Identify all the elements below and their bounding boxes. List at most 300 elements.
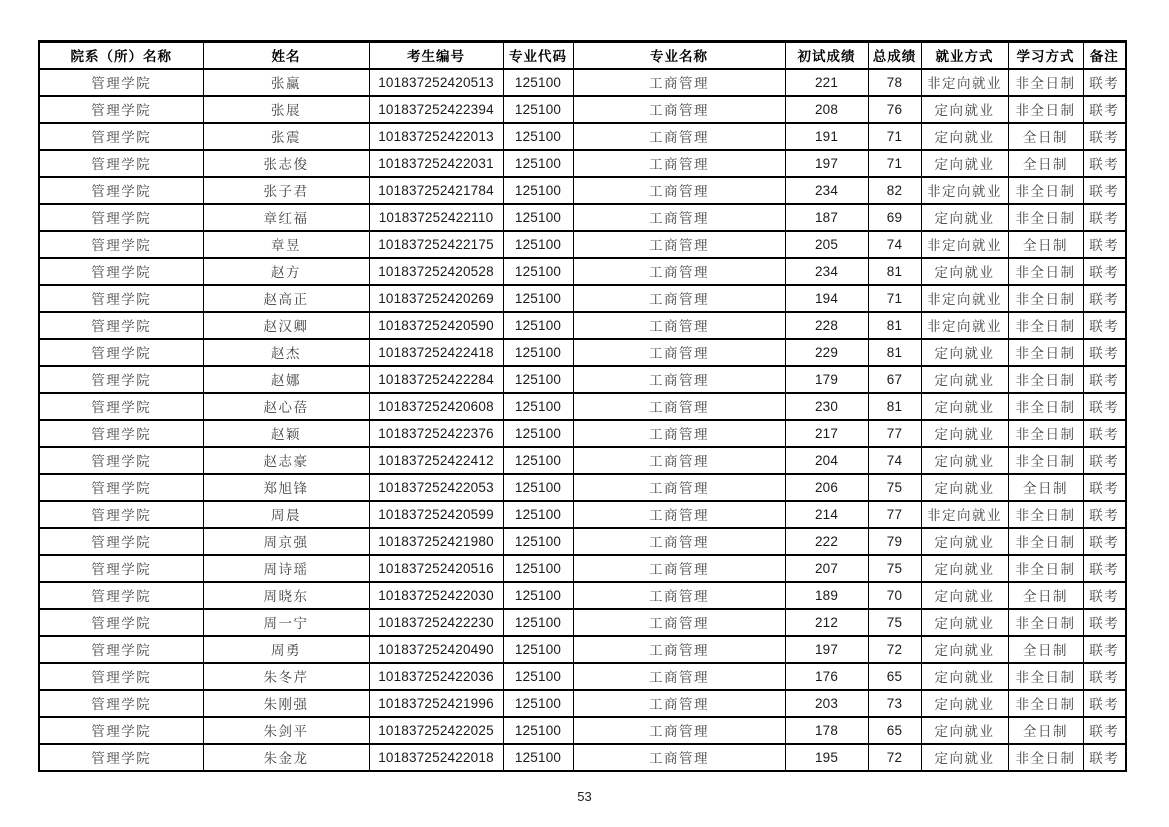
cell-employment-type: 定向就业 (921, 258, 1008, 285)
cell-initial-score: 197 (785, 636, 868, 663)
cell-candidate-id: 101837252420516 (369, 555, 503, 582)
cell-major-code: 125100 (503, 69, 573, 96)
cell-initial-score: 217 (785, 420, 868, 447)
cell-major-code: 125100 (503, 123, 573, 150)
header-study-mode: 学习方式 (1008, 42, 1083, 69)
cell-name: 周一宁 (203, 609, 369, 636)
cell-candidate-id: 101837252420528 (369, 258, 503, 285)
cell-total-score: 71 (868, 123, 921, 150)
cell-candidate-id: 101837252420490 (369, 636, 503, 663)
cell-major-code: 125100 (503, 177, 573, 204)
cell-remark: 联考 (1083, 528, 1126, 555)
cell-candidate-id: 101837252422394 (369, 96, 503, 123)
cell-name: 赵汉卿 (203, 312, 369, 339)
cell-department: 管理学院 (39, 339, 203, 366)
cell-remark: 联考 (1083, 609, 1126, 636)
cell-remark: 联考 (1083, 582, 1126, 609)
cell-candidate-id: 101837252422018 (369, 744, 503, 771)
cell-initial-score: 234 (785, 177, 868, 204)
table-row (39, 582, 1126, 609)
cell-total-score: 81 (868, 258, 921, 285)
cell-major-name: 工商管理 (573, 609, 785, 636)
cell-name: 朱冬芹 (203, 663, 369, 690)
cell-remark: 联考 (1083, 744, 1126, 771)
header-department: 院系（所）名称 (39, 42, 203, 69)
cell-employment-type: 定向就业 (921, 663, 1008, 690)
cell-total-score: 82 (868, 177, 921, 204)
cell-employment-type: 定向就业 (921, 447, 1008, 474)
cell-initial-score: 228 (785, 312, 868, 339)
cell-study-mode: 全日制 (1008, 474, 1083, 501)
cell-study-mode: 全日制 (1008, 582, 1083, 609)
cell-major-name: 工商管理 (573, 123, 785, 150)
cell-employment-type: 定向就业 (921, 744, 1008, 771)
table-row (39, 744, 1126, 771)
cell-department: 管理学院 (39, 717, 203, 744)
cell-major-code: 125100 (503, 258, 573, 285)
cell-major-name: 工商管理 (573, 636, 785, 663)
cell-total-score: 81 (868, 312, 921, 339)
cell-name: 章昱 (203, 231, 369, 258)
cell-name: 赵颖 (203, 420, 369, 447)
cell-candidate-id: 101837252420599 (369, 501, 503, 528)
cell-initial-score: 178 (785, 717, 868, 744)
table-row (39, 717, 1126, 744)
cell-remark: 联考 (1083, 258, 1126, 285)
cell-employment-type: 非定向就业 (921, 231, 1008, 258)
cell-total-score: 73 (868, 690, 921, 717)
cell-study-mode: 非全日制 (1008, 420, 1083, 447)
table-row (39, 366, 1126, 393)
cell-name: 张展 (203, 96, 369, 123)
cell-candidate-id: 101837252422412 (369, 447, 503, 474)
cell-initial-score: 207 (785, 555, 868, 582)
cell-name: 朱刚强 (203, 690, 369, 717)
cell-remark: 联考 (1083, 393, 1126, 420)
table-row (39, 69, 1126, 96)
cell-major-name: 工商管理 (573, 528, 785, 555)
table-row (39, 204, 1126, 231)
cell-initial-score: 222 (785, 528, 868, 555)
cell-remark: 联考 (1083, 366, 1126, 393)
cell-total-score: 77 (868, 420, 921, 447)
cell-study-mode: 非全日制 (1008, 501, 1083, 528)
cell-department: 管理学院 (39, 177, 203, 204)
cell-employment-type: 定向就业 (921, 204, 1008, 231)
cell-total-score: 75 (868, 555, 921, 582)
cell-candidate-id: 101837252422031 (369, 150, 503, 177)
table-row (39, 663, 1126, 690)
cell-study-mode: 非全日制 (1008, 555, 1083, 582)
cell-department: 管理学院 (39, 555, 203, 582)
cell-major-code: 125100 (503, 393, 573, 420)
cell-candidate-id: 101837252422025 (369, 717, 503, 744)
cell-total-score: 65 (868, 717, 921, 744)
cell-major-name: 工商管理 (573, 717, 785, 744)
cell-candidate-id: 101837252422376 (369, 420, 503, 447)
table-row (39, 177, 1126, 204)
cell-employment-type: 定向就业 (921, 717, 1008, 744)
cell-name: 赵方 (203, 258, 369, 285)
table-row (39, 258, 1126, 285)
page-number: 53 (577, 789, 592, 804)
cell-employment-type: 定向就业 (921, 555, 1008, 582)
cell-department: 管理学院 (39, 123, 203, 150)
cell-name: 周勇 (203, 636, 369, 663)
cell-initial-score: 195 (785, 744, 868, 771)
cell-department: 管理学院 (39, 393, 203, 420)
cell-study-mode: 非全日制 (1008, 366, 1083, 393)
cell-total-score: 72 (868, 744, 921, 771)
header-initial-score: 初试成绩 (785, 42, 868, 69)
cell-major-name: 工商管理 (573, 177, 785, 204)
cell-department: 管理学院 (39, 312, 203, 339)
cell-department: 管理学院 (39, 744, 203, 771)
cell-total-score: 74 (868, 231, 921, 258)
cell-total-score: 67 (868, 366, 921, 393)
cell-major-code: 125100 (503, 285, 573, 312)
cell-study-mode: 全日制 (1008, 123, 1083, 150)
cell-department: 管理学院 (39, 663, 203, 690)
cell-major-name: 工商管理 (573, 69, 785, 96)
cell-remark: 联考 (1083, 663, 1126, 690)
cell-major-name: 工商管理 (573, 474, 785, 501)
cell-remark: 联考 (1083, 285, 1126, 312)
cell-major-code: 125100 (503, 744, 573, 771)
cell-remark: 联考 (1083, 69, 1126, 96)
table-row (39, 636, 1126, 663)
table-row (39, 609, 1126, 636)
cell-total-score: 74 (868, 447, 921, 474)
cell-candidate-id: 101837252420590 (369, 312, 503, 339)
cell-initial-score: 212 (785, 609, 868, 636)
cell-study-mode: 非全日制 (1008, 339, 1083, 366)
cell-study-mode: 非全日制 (1008, 69, 1083, 96)
cell-total-score: 79 (868, 528, 921, 555)
cell-department: 管理学院 (39, 96, 203, 123)
cell-initial-score: 221 (785, 69, 868, 96)
table-body (39, 69, 1126, 771)
cell-name: 周京强 (203, 528, 369, 555)
cell-study-mode: 非全日制 (1008, 312, 1083, 339)
cell-name: 赵杰 (203, 339, 369, 366)
cell-study-mode: 非全日制 (1008, 258, 1083, 285)
cell-total-score: 77 (868, 501, 921, 528)
cell-remark: 联考 (1083, 231, 1126, 258)
cell-candidate-id: 101837252422013 (369, 123, 503, 150)
cell-remark: 联考 (1083, 177, 1126, 204)
table-row (39, 393, 1126, 420)
cell-remark: 联考 (1083, 555, 1126, 582)
cell-initial-score: 203 (785, 690, 868, 717)
cell-major-code: 125100 (503, 366, 573, 393)
cell-study-mode: 全日制 (1008, 150, 1083, 177)
cell-study-mode: 全日制 (1008, 636, 1083, 663)
cell-name: 郑旭锋 (203, 474, 369, 501)
header-name: 姓名 (203, 42, 369, 69)
cell-name: 周晓东 (203, 582, 369, 609)
cell-employment-type: 定向就业 (921, 393, 1008, 420)
cell-total-score: 65 (868, 663, 921, 690)
cell-employment-type: 非定向就业 (921, 285, 1008, 312)
cell-remark: 联考 (1083, 150, 1126, 177)
cell-candidate-id: 101837252421980 (369, 528, 503, 555)
cell-employment-type: 定向就业 (921, 366, 1008, 393)
cell-major-name: 工商管理 (573, 150, 785, 177)
cell-total-score: 81 (868, 339, 921, 366)
cell-remark: 联考 (1083, 474, 1126, 501)
cell-name: 章红福 (203, 204, 369, 231)
cell-employment-type: 定向就业 (921, 582, 1008, 609)
table-row (39, 474, 1126, 501)
cell-total-score: 69 (868, 204, 921, 231)
table-row (39, 528, 1126, 555)
header-candidate-id: 考生编号 (369, 42, 503, 69)
cell-major-code: 125100 (503, 312, 573, 339)
cell-candidate-id: 101837252422030 (369, 582, 503, 609)
cell-initial-score: 197 (785, 150, 868, 177)
cell-name: 赵高正 (203, 285, 369, 312)
cell-major-code: 125100 (503, 582, 573, 609)
cell-department: 管理学院 (39, 501, 203, 528)
cell-initial-score: 234 (785, 258, 868, 285)
cell-employment-type: 定向就业 (921, 528, 1008, 555)
cell-initial-score: 189 (785, 582, 868, 609)
cell-total-score: 78 (868, 69, 921, 96)
cell-initial-score: 194 (785, 285, 868, 312)
cell-department: 管理学院 (39, 150, 203, 177)
admission-roster-table (38, 40, 1127, 772)
cell-remark: 联考 (1083, 339, 1126, 366)
cell-initial-score: 204 (785, 447, 868, 474)
cell-major-code: 125100 (503, 339, 573, 366)
cell-major-code: 125100 (503, 717, 573, 744)
cell-candidate-id: 101837252422053 (369, 474, 503, 501)
cell-department: 管理学院 (39, 582, 203, 609)
cell-major-name: 工商管理 (573, 555, 785, 582)
cell-name: 张震 (203, 123, 369, 150)
cell-initial-score: 176 (785, 663, 868, 690)
cell-name: 赵娜 (203, 366, 369, 393)
cell-employment-type: 定向就业 (921, 690, 1008, 717)
table-row (39, 447, 1126, 474)
cell-major-name: 工商管理 (573, 420, 785, 447)
cell-department: 管理学院 (39, 609, 203, 636)
cell-department: 管理学院 (39, 285, 203, 312)
header-total-score: 总成绩 (868, 42, 921, 69)
cell-major-name: 工商管理 (573, 285, 785, 312)
table-row (39, 150, 1126, 177)
cell-employment-type: 非定向就业 (921, 501, 1008, 528)
cell-name: 赵心蓓 (203, 393, 369, 420)
cell-initial-score: 230 (785, 393, 868, 420)
table-row (39, 420, 1126, 447)
cell-department: 管理学院 (39, 204, 203, 231)
cell-study-mode: 非全日制 (1008, 447, 1083, 474)
cell-major-code: 125100 (503, 204, 573, 231)
cell-candidate-id: 101837252421784 (369, 177, 503, 204)
cell-initial-score: 206 (785, 474, 868, 501)
cell-study-mode: 全日制 (1008, 231, 1083, 258)
cell-remark: 联考 (1083, 501, 1126, 528)
cell-total-score: 76 (868, 96, 921, 123)
cell-remark: 联考 (1083, 96, 1126, 123)
header-remark: 备注 (1083, 42, 1126, 69)
cell-name: 朱金龙 (203, 744, 369, 771)
table-row (39, 501, 1126, 528)
cell-department: 管理学院 (39, 474, 203, 501)
cell-employment-type: 定向就业 (921, 420, 1008, 447)
cell-name: 朱剑平 (203, 717, 369, 744)
cell-major-name: 工商管理 (573, 447, 785, 474)
cell-candidate-id: 101837252420608 (369, 393, 503, 420)
cell-candidate-id: 101837252421996 (369, 690, 503, 717)
cell-employment-type: 定向就业 (921, 96, 1008, 123)
cell-employment-type: 非定向就业 (921, 69, 1008, 96)
cell-remark: 联考 (1083, 690, 1126, 717)
cell-study-mode: 非全日制 (1008, 744, 1083, 771)
cell-initial-score: 187 (785, 204, 868, 231)
cell-major-name: 工商管理 (573, 312, 785, 339)
cell-major-code: 125100 (503, 690, 573, 717)
cell-study-mode: 非全日制 (1008, 285, 1083, 312)
cell-department: 管理学院 (39, 447, 203, 474)
cell-major-code: 125100 (503, 501, 573, 528)
table-row (39, 339, 1126, 366)
cell-employment-type: 定向就业 (921, 474, 1008, 501)
cell-candidate-id: 101837252422284 (369, 366, 503, 393)
cell-name: 张子君 (203, 177, 369, 204)
cell-department: 管理学院 (39, 690, 203, 717)
cell-major-name: 工商管理 (573, 501, 785, 528)
cell-employment-type: 定向就业 (921, 150, 1008, 177)
cell-candidate-id: 101837252420269 (369, 285, 503, 312)
cell-major-name: 工商管理 (573, 663, 785, 690)
cell-candidate-id: 101837252422175 (369, 231, 503, 258)
cell-initial-score: 229 (785, 339, 868, 366)
cell-department: 管理学院 (39, 69, 203, 96)
cell-employment-type: 非定向就业 (921, 312, 1008, 339)
cell-total-score: 71 (868, 285, 921, 312)
cell-initial-score: 214 (785, 501, 868, 528)
cell-total-score: 75 (868, 474, 921, 501)
cell-department: 管理学院 (39, 636, 203, 663)
cell-major-code: 125100 (503, 231, 573, 258)
cell-major-code: 125100 (503, 420, 573, 447)
cell-remark: 联考 (1083, 123, 1126, 150)
cell-study-mode: 非全日制 (1008, 204, 1083, 231)
cell-candidate-id: 101837252422036 (369, 663, 503, 690)
cell-initial-score: 179 (785, 366, 868, 393)
cell-candidate-id: 101837252422418 (369, 339, 503, 366)
cell-major-code: 125100 (503, 96, 573, 123)
cell-initial-score: 208 (785, 96, 868, 123)
header-major-name: 专业名称 (573, 42, 785, 69)
cell-study-mode: 非全日制 (1008, 393, 1083, 420)
cell-major-code: 125100 (503, 528, 573, 555)
table-row (39, 123, 1126, 150)
cell-employment-type: 定向就业 (921, 123, 1008, 150)
cell-major-code: 125100 (503, 150, 573, 177)
cell-major-name: 工商管理 (573, 744, 785, 771)
cell-name: 张志俊 (203, 150, 369, 177)
cell-department: 管理学院 (39, 420, 203, 447)
cell-study-mode: 非全日制 (1008, 609, 1083, 636)
table-row (39, 690, 1126, 717)
cell-major-name: 工商管理 (573, 366, 785, 393)
cell-name: 周晨 (203, 501, 369, 528)
table-row (39, 96, 1126, 123)
cell-major-name: 工商管理 (573, 690, 785, 717)
cell-study-mode: 非全日制 (1008, 528, 1083, 555)
cell-study-mode: 非全日制 (1008, 96, 1083, 123)
header-employment-type: 就业方式 (921, 42, 1008, 69)
table-row (39, 555, 1126, 582)
cell-initial-score: 205 (785, 231, 868, 258)
cell-department: 管理学院 (39, 366, 203, 393)
cell-name: 赵志豪 (203, 447, 369, 474)
cell-major-code: 125100 (503, 663, 573, 690)
cell-remark: 联考 (1083, 636, 1126, 663)
cell-department: 管理学院 (39, 258, 203, 285)
cell-major-name: 工商管理 (573, 258, 785, 285)
cell-total-score: 72 (868, 636, 921, 663)
cell-major-code: 125100 (503, 474, 573, 501)
cell-major-code: 125100 (503, 447, 573, 474)
cell-department: 管理学院 (39, 528, 203, 555)
cell-remark: 联考 (1083, 717, 1126, 744)
cell-name: 周诗瑶 (203, 555, 369, 582)
cell-employment-type: 定向就业 (921, 636, 1008, 663)
cell-candidate-id: 101837252420513 (369, 69, 503, 96)
cell-total-score: 81 (868, 393, 921, 420)
cell-total-score: 75 (868, 609, 921, 636)
cell-major-name: 工商管理 (573, 339, 785, 366)
cell-department: 管理学院 (39, 231, 203, 258)
cell-initial-score: 191 (785, 123, 868, 150)
cell-candidate-id: 101837252422110 (369, 204, 503, 231)
cell-name: 张赢 (203, 69, 369, 96)
cell-study-mode: 非全日制 (1008, 690, 1083, 717)
table-row (39, 285, 1126, 312)
cell-employment-type: 定向就业 (921, 339, 1008, 366)
cell-major-code: 125100 (503, 609, 573, 636)
cell-remark: 联考 (1083, 312, 1126, 339)
cell-major-name: 工商管理 (573, 582, 785, 609)
cell-major-name: 工商管理 (573, 204, 785, 231)
cell-remark: 联考 (1083, 204, 1126, 231)
header-major-code: 专业代码 (503, 42, 573, 69)
cell-major-name: 工商管理 (573, 231, 785, 258)
cell-total-score: 70 (868, 582, 921, 609)
cell-candidate-id: 101837252422230 (369, 609, 503, 636)
cell-remark: 联考 (1083, 447, 1126, 474)
table-header-row (39, 42, 1126, 69)
cell-total-score: 71 (868, 150, 921, 177)
table-row (39, 312, 1126, 339)
cell-major-code: 125100 (503, 636, 573, 663)
cell-study-mode: 非全日制 (1008, 663, 1083, 690)
cell-remark: 联考 (1083, 420, 1126, 447)
cell-employment-type: 非定向就业 (921, 177, 1008, 204)
table-row (39, 231, 1126, 258)
cell-major-name: 工商管理 (573, 393, 785, 420)
cell-study-mode: 非全日制 (1008, 177, 1083, 204)
cell-major-name: 工商管理 (573, 96, 785, 123)
cell-major-code: 125100 (503, 555, 573, 582)
cell-employment-type: 定向就业 (921, 609, 1008, 636)
cell-study-mode: 全日制 (1008, 717, 1083, 744)
